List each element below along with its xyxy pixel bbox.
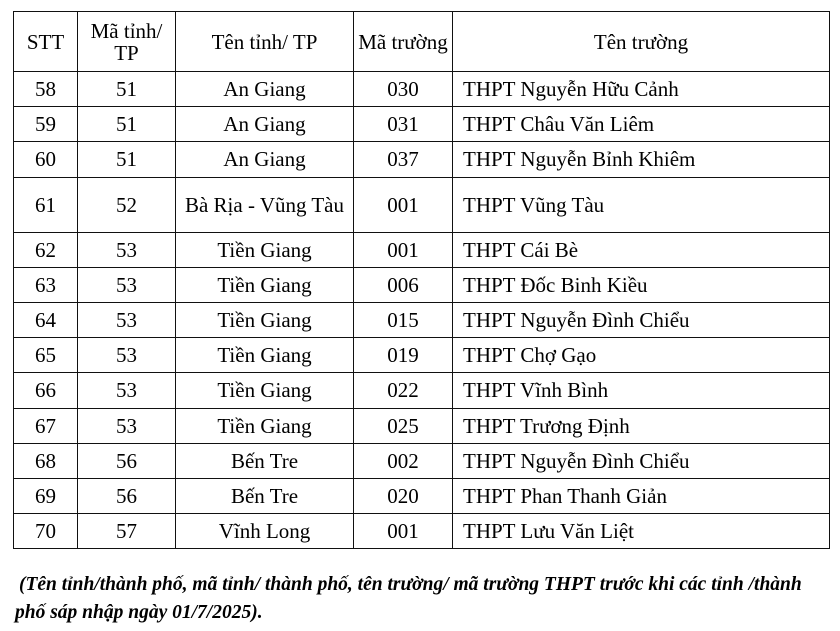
cell-school-name: THPT Phan Thanh Giản [453, 478, 830, 513]
cell-province-code: 57 [78, 514, 176, 549]
table-row [14, 443, 830, 478]
cell-school-name: THPT Vĩnh Bình [453, 373, 830, 408]
table-row [14, 338, 830, 373]
cell-school-code: 002 [354, 443, 453, 478]
cell-school-name: THPT Chợ Gạo [453, 338, 830, 373]
cell-school-code: 001 [354, 177, 453, 232]
cell-province-code: 56 [78, 443, 176, 478]
cell-school-code: 022 [354, 373, 453, 408]
cell-province-code: 56 [78, 478, 176, 513]
cell-school-code: 037 [354, 142, 453, 177]
cell-school-name: THPT Đốc Binh Kiều [453, 267, 830, 302]
cell-school-name: THPT Cái Bè [453, 232, 830, 267]
cell-province-name: Tiền Giang [176, 267, 354, 302]
cell-province-name: Tiền Giang [176, 338, 354, 373]
table-row [14, 177, 830, 232]
cell-province-code: 52 [78, 177, 176, 232]
cell-province-code: 51 [78, 142, 176, 177]
table-row [14, 267, 830, 302]
cell-stt: 62 [14, 232, 78, 267]
cell-school-name: THPT Trương Định [453, 408, 830, 443]
cell-province-name: Tiền Giang [176, 232, 354, 267]
cell-province-name: Bà Rịa - Vũng Tàu [176, 177, 354, 232]
cell-school-code: 001 [354, 232, 453, 267]
table-row [14, 107, 830, 142]
table-row [14, 478, 830, 513]
cell-stt: 68 [14, 443, 78, 478]
table-header [14, 12, 830, 72]
cell-school-code: 001 [354, 514, 453, 549]
header-stt: STT [14, 12, 78, 72]
cell-province-code: 53 [78, 338, 176, 373]
table-row [14, 302, 830, 337]
table-row [14, 514, 830, 549]
cell-school-name: THPT Lưu Văn Liệt [453, 514, 830, 549]
footnote: (Tên tỉnh/thành phố, mã tỉnh/ thành phố, tên trường/ mã trường THPT trước khi các tỉnh /thành phố sáp nhập ngày 01/7/2025). [15, 574, 802, 623]
cell-school-name: THPT Vũng Tàu [453, 177, 830, 232]
table-row [14, 142, 830, 177]
cell-province-name: Tiền Giang [176, 302, 354, 337]
cell-stt: 60 [14, 142, 78, 177]
cell-province-code: 51 [78, 107, 176, 142]
cell-school-name: THPT Nguyễn Đình Chiểu [453, 443, 830, 478]
cell-school-code: 025 [354, 408, 453, 443]
cell-school-name: THPT Nguyễn Bỉnh Khiêm [453, 142, 830, 177]
cell-school-name: THPT Nguyễn Đình Chiểu [453, 302, 830, 337]
cell-school-code: 031 [354, 107, 453, 142]
cell-province-name: Vĩnh Long [176, 514, 354, 549]
cell-province-name: Tiền Giang [176, 373, 354, 408]
cell-school-code: 030 [354, 72, 453, 107]
cell-stt: 67 [14, 408, 78, 443]
cell-stt: 66 [14, 373, 78, 408]
cell-province-code: 53 [78, 267, 176, 302]
cell-province-code: 53 [78, 302, 176, 337]
table-row [14, 408, 830, 443]
table-row [14, 373, 830, 408]
cell-stt: 63 [14, 267, 78, 302]
cell-stt: 58 [14, 72, 78, 107]
schools-table [13, 11, 830, 549]
header-province-name: Tên tỉnh/ TP [176, 12, 354, 72]
cell-province-name: Bến Tre [176, 478, 354, 513]
cell-school-name: THPT Nguyễn Hữu Cảnh [453, 72, 830, 107]
cell-school-code: 015 [354, 302, 453, 337]
cell-province-code: 53 [78, 373, 176, 408]
header-school-code: Mã trường [354, 12, 453, 72]
cell-stt: 61 [14, 177, 78, 232]
cell-province-name: An Giang [176, 142, 354, 177]
cell-school-name: THPT Châu Văn Liêm [453, 107, 830, 142]
cell-province-name: An Giang [176, 107, 354, 142]
cell-stt: 69 [14, 478, 78, 513]
cell-province-name: An Giang [176, 72, 354, 107]
header-school-name: Tên trường [453, 12, 830, 72]
cell-stt: 70 [14, 514, 78, 549]
cell-province-code: 53 [78, 408, 176, 443]
table-row [14, 232, 830, 267]
cell-school-code: 019 [354, 338, 453, 373]
header-row [14, 12, 830, 72]
header-province-code: Mã tỉnh/ TP [78, 12, 176, 72]
cell-province-name: Tiền Giang [176, 408, 354, 443]
cell-stt: 64 [14, 302, 78, 337]
cell-stt: 65 [14, 338, 78, 373]
table-row [14, 72, 830, 107]
cell-stt: 59 [14, 107, 78, 142]
cell-school-code: 020 [354, 478, 453, 513]
cell-province-code: 51 [78, 72, 176, 107]
table-body [14, 72, 830, 549]
cell-school-code: 006 [354, 267, 453, 302]
cell-province-code: 53 [78, 232, 176, 267]
cell-province-name: Bến Tre [176, 443, 354, 478]
